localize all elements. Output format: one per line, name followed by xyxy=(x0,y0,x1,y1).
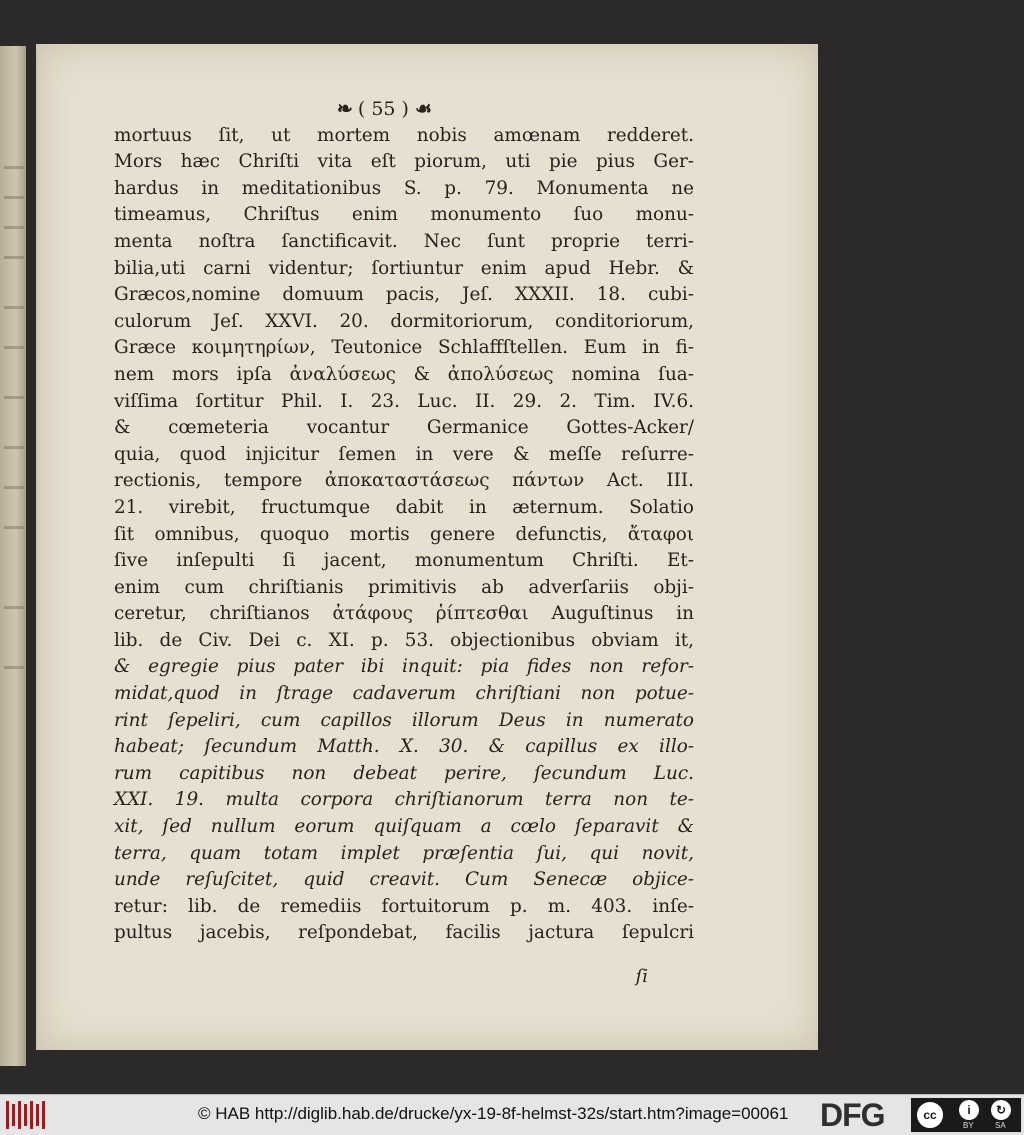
text-line: pultus jacebis, reſpondebat, facilis jactura ſepulcri xyxy=(114,922,694,944)
by-label: BY xyxy=(963,1121,974,1130)
text-line: xit, ſed nullum eorum quiſquam a cœlo ſeparavit & xyxy=(114,816,694,838)
text-line: bilia,uti carni videntur; ſortiuntur enim apud Hebr. & xyxy=(114,257,694,279)
text-line: Græcos,nomine domuum pacis, Jeſ. XXXII. 18. cubi- xyxy=(114,284,694,306)
text-line: XXI. 19. multa corpora chriſtianorum terra non te- xyxy=(114,789,694,811)
text-line: timeamus, Chriſtus enim monumento ſuo monu- xyxy=(114,204,694,226)
text-line: quia, quod injicitur ſemen in vere & meſſe reſurre- xyxy=(114,443,694,465)
text-line: rectionis, tempore ἀποκαταστάσεως πάντων Act. III. xyxy=(114,470,694,492)
text-line: & cœmeteria vocantur Germanice Gottes-Acker/ xyxy=(114,417,694,439)
text-line: terra, quam totam implet præſentia ſui, qui novit, xyxy=(114,842,694,864)
cc-icon: cc xyxy=(915,1100,945,1130)
text-line: lib. de Civ. Dei c. XI. p. 53. objectionibus obviam it, xyxy=(114,629,694,651)
text-line: nem mors ipſa ἀναλύσεως & ἀπολύσεως nomina ſua- xyxy=(114,363,694,385)
attribution-icon: i xyxy=(959,1100,979,1120)
text-line: 21. virebit, fructumque dabit in æternum. Solatio xyxy=(114,496,694,518)
text-line: unde reſuſcitet, quid creavit. Cum Senecæ objice- xyxy=(114,869,694,891)
cc-license-badge[interactable] xyxy=(910,1097,1022,1133)
text-line: retur: lib. de remediis fortuitorum p. m. 403. inſe- xyxy=(114,895,694,917)
page-text xyxy=(114,96,694,947)
text-line: Mors hæc Chriſti vita eſt piorum, uti pie pius Ger- xyxy=(114,151,694,173)
text-line: rint ſepeliri, cum capillos illorum Deus in numerato xyxy=(114,709,694,731)
text-line: menta noſtra ſanctificavit. Nec ſunt proprie terri- xyxy=(114,230,694,252)
footer-bar xyxy=(0,1094,1024,1135)
text-line: ſit omnibus, quoquo mortis genere defunctis, ἄταφοι xyxy=(114,523,694,545)
dfg-logo: DFG xyxy=(820,1097,885,1133)
hab-logo-icon xyxy=(4,1101,46,1129)
text-line: culorum Jeſ. XXVI. 20. dormitoriorum, conditoriorum, xyxy=(114,310,694,332)
book-page xyxy=(36,44,818,1050)
text-line: midat,quod in ſtrage cadaverum chriſtiani non potue- xyxy=(114,683,694,705)
text-lines xyxy=(114,123,694,947)
text-line: & egregie pius pater ibi inquit: pia fides non refor- xyxy=(114,656,694,678)
ornament-left-icon: ❧ xyxy=(336,98,352,120)
text-line: rum capitibus non debeat perire, ſecundum Luc. xyxy=(114,762,694,784)
text-line: hardus in meditationibus S. p. 79. Monumenta ne xyxy=(114,177,694,199)
previous-page-edge xyxy=(0,46,26,1066)
share-alike-icon: ↻ xyxy=(991,1100,1011,1120)
copyright-link[interactable]: © HAB http://diglib.hab.de/drucke/yx-19-8f-helmst-32s/start.htm?image=00061 xyxy=(198,1104,789,1123)
catchword: ſi xyxy=(635,966,648,987)
text-line: viſſima ſortitur Phil. I. 23. Luc. II. 29. 2. Tim. IV.6. xyxy=(114,390,694,412)
page-number: ❧ ( 55 ) ☙ xyxy=(336,98,432,120)
sa-label: SA xyxy=(995,1121,1006,1130)
text-line: enim cum chriſtianis primitivis ab adverſariis obji- xyxy=(114,576,694,598)
ornament-right-icon: ☙ xyxy=(415,98,432,120)
text-line: ceretur, chriſtianos ἀτάφους ῥίπτεσθαι Auguſtinus in xyxy=(114,603,694,625)
text-line: habeat; ſecundum Matth. X. 30. & capillus ex illo- xyxy=(114,736,694,758)
text-line: mortuus ſit, ut mortem nobis amœnam redderet. xyxy=(114,124,694,146)
text-line: Græce κοιμητηρίων, Teutonice Schlaffſtellen. Eum in fi- xyxy=(114,337,694,359)
text-line: ſive inſepulti ſi jacent, monumentum Chriſti. Et- xyxy=(114,550,694,572)
